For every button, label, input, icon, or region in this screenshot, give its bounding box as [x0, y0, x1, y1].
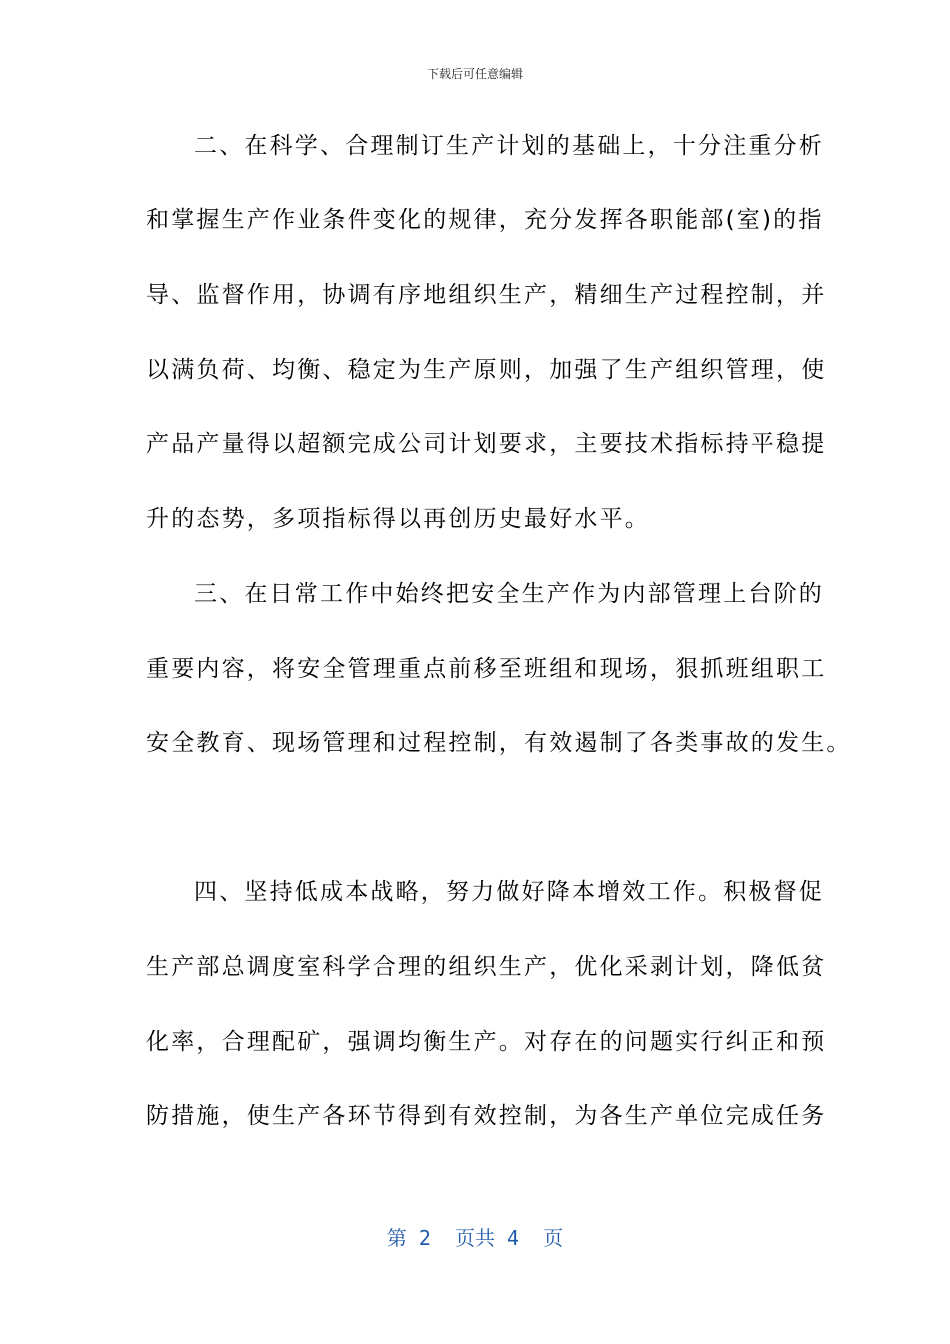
paragraph-2-line-3: 导、监督作用，协调有序地组织生产，精细生产过程控制，并	[146, 282, 827, 308]
paragraph-4-line-2: 生产部总调度室科学合理的组织生产，优化采剥计划，降低贫	[146, 954, 827, 980]
paragraph-2-line-1: 二、在科学、合理制订生产计划的基础上，十分注重分析	[194, 133, 824, 159]
page-header: 下载后可任意编辑	[426, 67, 523, 81]
paragraph-3-line-1: 三、在日常工作中始终把安全生产作为内部管理上台阶的	[194, 581, 824, 607]
paragraph-3-line-2: 重要内容，将安全管理重点前移至班组和现场，狠抓班组职工	[146, 656, 827, 682]
page-number-footer: 第 2 页共 4 页	[386, 1226, 564, 1250]
paragraph-4-line-3: 化率，合理配矿，强调均衡生产。对存在的问题实行纠正和预	[146, 1029, 827, 1055]
paragraph-2-line-2: 和掌握生产作业条件变化的规律，充分发挥各职能部(室)的指	[146, 207, 824, 233]
paragraph-2-line-5: 产品产量得以超额完成公司计划要求，主要技术指标持平稳提	[146, 431, 827, 457]
paragraph-3-line-3: 安全教育、现场管理和过程控制，有效遏制了各类事故的发生。	[146, 730, 852, 756]
paragraph-4-line-4: 防措施，使生产各环节得到有效控制，为各生产单位完成任务	[146, 1103, 827, 1129]
paragraph-4-line-1: 四、坚持低成本战略，努力做好降本增效工作。积极督促	[194, 879, 824, 905]
paragraph-2-line-6: 升的态势，多项指标得以再创历史最好水平。	[146, 506, 650, 532]
paragraph-2-line-4: 以满负荷、均衡、稳定为生产原则，加强了生产组织管理，使	[146, 357, 827, 383]
